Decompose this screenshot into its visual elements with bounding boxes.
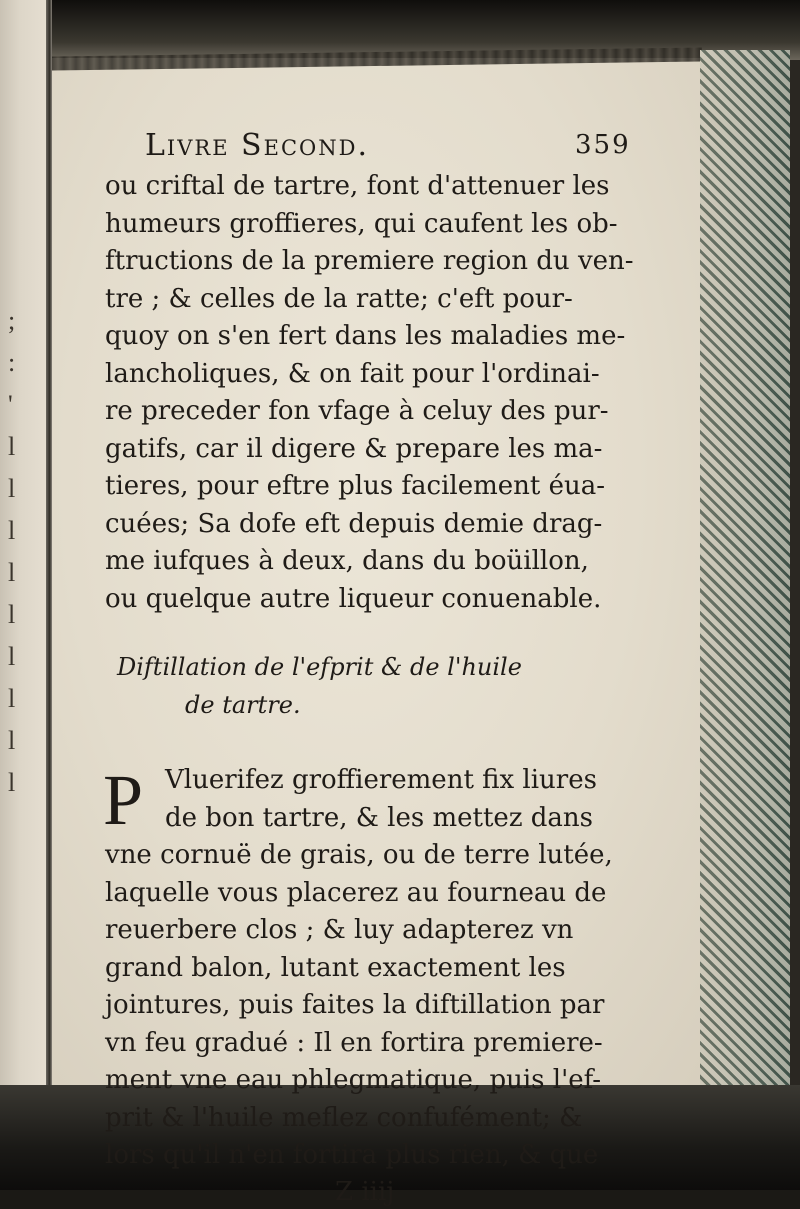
- text-line: prit & l'huile meflez confufément; &: [105, 1102, 583, 1133]
- text-line: tieres, pour eftre plus facilement éua-: [105, 471, 606, 501]
- text-line: reuerbere clos ; & luy adapterez vn: [105, 915, 574, 945]
- text-line: Vluerifez groffierement fix liures: [165, 765, 597, 795]
- text-line: grand balon, lutant exactement les: [105, 952, 566, 983]
- heading-line: Diftillation de l'efprit & de l'huile: [117, 653, 522, 681]
- text-line: cuées; Sa dofe eft depuis demie drag-: [105, 508, 603, 539]
- text-line: re preceder fon vfage à celuy des pur-: [105, 396, 609, 426]
- text-line: lancholiques, & on fait pour l'ordinai-: [105, 358, 600, 389]
- running-title: Livre Second.: [145, 128, 369, 163]
- text-line: me iufques à deux, dans du boüillon,: [105, 546, 589, 576]
- text-line: gatifs, car il digere & prepare les ma-: [105, 433, 603, 464]
- text-line: humeurs groffieres, qui caufent les ob-: [105, 208, 618, 239]
- right-decorative-edge: [700, 50, 790, 1090]
- facing-page-edge: [0, 0, 50, 1190]
- text-line: ftructions de la premiere region du ven-: [105, 246, 634, 276]
- text-line: laquelle vous placerez au fourneau de: [105, 877, 607, 908]
- text-line: ou criftal de tartre, font d'attenuer les: [105, 171, 610, 201]
- text-line: de bon tartre, & les mettez dans: [165, 802, 594, 833]
- paragraph-1: [105, 168, 705, 618]
- text-line: vn feu gradué : Il en fortira premiere-: [105, 1027, 603, 1058]
- text-line: jointures, puis faites la diftillation par: [105, 990, 605, 1020]
- signature-mark: Z iiij: [335, 1176, 395, 1207]
- drop-cap: P: [103, 760, 144, 840]
- text-line: tre ; & celles de la ratte; c'eft pour-: [105, 283, 573, 314]
- page-text: [105, 128, 705, 1209]
- text-line: lors qu'il n'en fortira plus rien, & que: [105, 1140, 599, 1170]
- heading-line: de tartre.: [185, 691, 301, 719]
- text-line: ment vne eau phlegmatique, puis l'ef-: [105, 1065, 602, 1095]
- text-line: quoy on s'en fert dans les maladies me-: [105, 321, 626, 351]
- page-number: 359: [575, 130, 631, 160]
- facing-page-fragments: ; : ' l l l l l l l l l: [8, 306, 16, 797]
- text-line: ou quelque autre liqueur conuenable.: [105, 583, 602, 614]
- section-heading: [105, 648, 705, 724]
- running-head: [105, 128, 705, 168]
- text-line: vne cornuë de grais, ou de terre lutée,: [105, 840, 613, 870]
- paragraph-2: [105, 762, 705, 1175]
